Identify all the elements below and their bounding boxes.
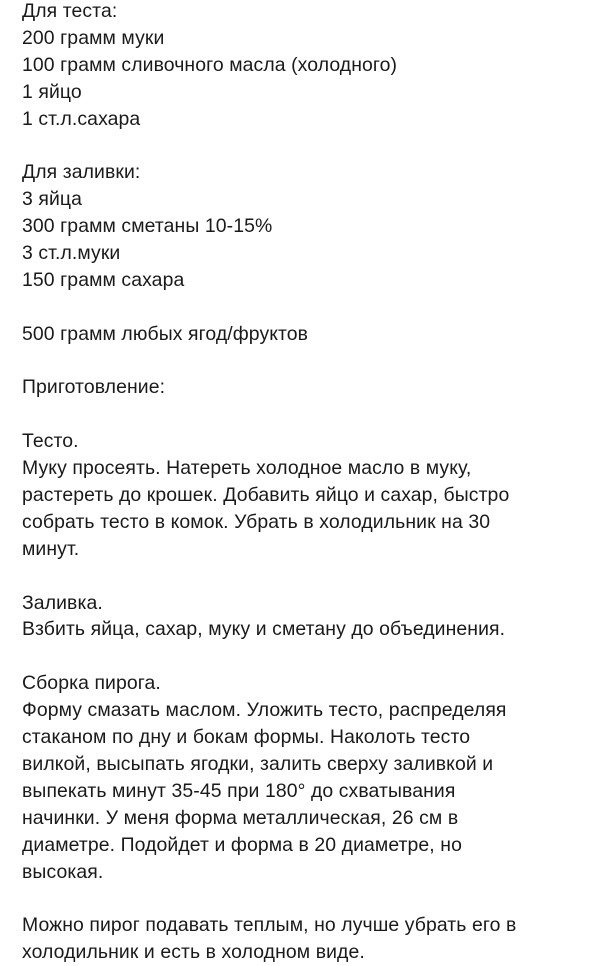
dough-step-heading: Тесто.	[22, 430, 79, 453]
filling-step-section	[22, 590, 594, 644]
spacer	[22, 348, 594, 375]
berries-line: 500 грамм любых ягод/фруктов	[22, 322, 309, 345]
ingredient-line: 1 ст.л.сахара	[22, 107, 141, 130]
spacer	[22, 643, 594, 670]
paragraph-line: Взбить яйца, сахар, муку и сметану до объединения.	[22, 618, 506, 641]
paragraph-line: Муку просеять. Натереть холодное масло в муку,	[22, 457, 472, 480]
dough-step-section	[22, 428, 594, 562]
dough-heading: Для теста:	[22, 0, 118, 22]
paragraph-line: Форму смазать маслом. Уложить тесто, распределяя	[22, 699, 507, 722]
serving-section	[22, 912, 594, 966]
ingredient-line: 1 яйцо	[22, 80, 82, 103]
ingredient-line: 150 грамм сахара	[22, 268, 185, 291]
ingredient-line: 200 грамм муки	[22, 26, 165, 49]
paragraph-line: стаканом по дну и бокам формы. Наколоть тесто	[22, 726, 471, 749]
paragraph-line: собрать тесто в комок. Убрать в холодильник на 30	[22, 510, 491, 533]
paragraph-line: холодильник и есть в холодном виде.	[22, 941, 365, 964]
paragraph-line: минут.	[22, 537, 80, 560]
ingredient-line: 3 ст.л.муки	[22, 242, 121, 265]
paragraph-line: диаметре. Подойдет и форма в 20 диаметре, но	[22, 833, 462, 856]
paragraph-line: вилкой, высыпать ягодки, залить сверху заливкой и	[22, 752, 494, 775]
assembly-step-section	[22, 670, 594, 885]
ingredient-line: 3 яйца	[22, 188, 82, 211]
paragraph-line: Можно пирог подавать теплым, но лучше убрать его в	[22, 914, 517, 937]
ingredient-line: 100 грамм сливочного масла (холодного)	[22, 53, 398, 76]
assembly-step-heading: Сборка пирога.	[22, 672, 161, 695]
spacer	[22, 563, 594, 590]
recipe-text	[22, 0, 594, 966]
preparation-heading: Приготовление:	[22, 376, 166, 399]
ingredient-line: 300 грамм сметаны 10-15%	[22, 215, 273, 238]
filling-heading: Для заливки:	[22, 161, 141, 184]
spacer	[22, 401, 594, 428]
paragraph-line: высокая.	[22, 860, 104, 883]
spacer	[22, 885, 594, 912]
paragraph-line: начинки. У меня форма металлическая, 26 см в	[22, 806, 459, 829]
filling-step-heading: Заливка.	[22, 591, 103, 614]
paragraph-line: выпекать минут 35-45 при 180° до схватывания	[22, 779, 456, 802]
paragraph-line: растереть до крошек. Добавить яйцо и сахар, быстро	[22, 484, 510, 507]
spacer	[22, 132, 594, 159]
filling-ingredients-section	[22, 159, 594, 293]
spacer	[22, 294, 594, 321]
dough-ingredients-section	[22, 0, 594, 132]
